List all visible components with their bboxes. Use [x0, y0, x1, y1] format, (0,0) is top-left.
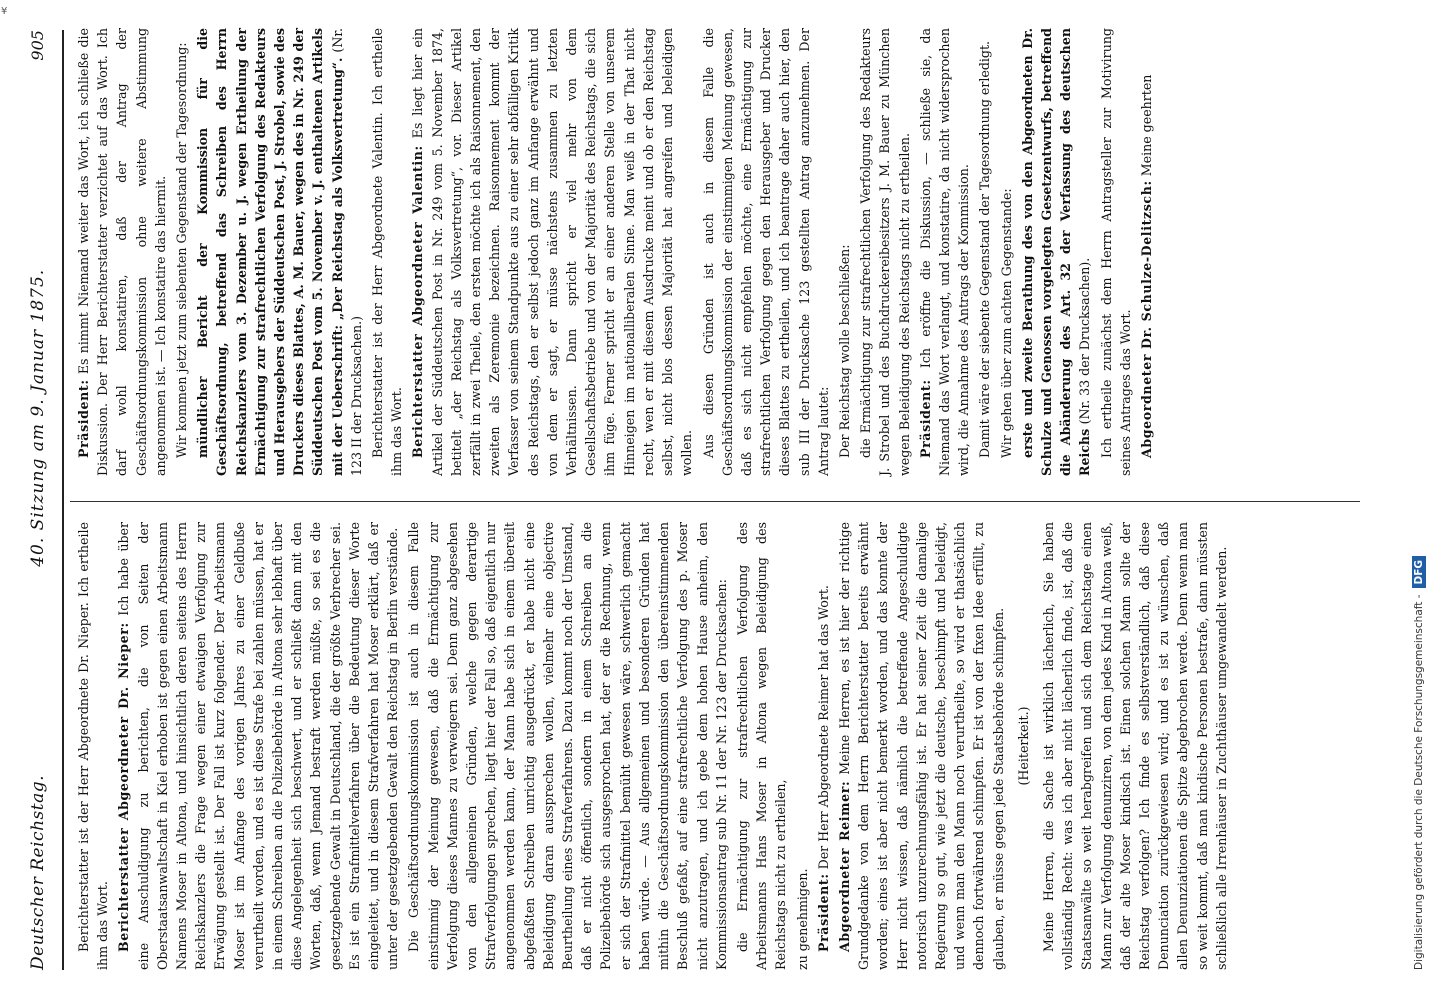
scan-mark: ¥ [1, 6, 8, 17]
credit-text: Digitalisierung gefördert durch die Deutsche Forschungsgemeinschaft - [1413, 594, 1425, 970]
paragraph [1137, 28, 1156, 476]
speaker-name: Berichterstatter Abgeordneter Valentin: [410, 145, 426, 458]
paragraph: Ich ertheile zunächst dem Herrn Antragsteller zur Motivirung seines Antrages das Wort. [1098, 28, 1133, 476]
quoted-motion: die Ermächtigung zur strafrechtlichen Verfolgung des Arbeitsmanns Hans Moser in Altona wegen Beleidigung des Reichstags nicht zu ertheilen, [734, 522, 789, 970]
paragraph: Die Geschäftsordnungskommission ist auch in diesem Falle einstimmig der Meinung gewesen, daß die Ermächtigung zur Verfolgung dieses Mannes zu verweigern sei. Denn ganz abgesehen von den allgemeinen Gründen, welche gegen derartige Strafverfolgungen sprechen, liegt hier der Fall so, daß eigentlich nur angenommen werden kann, der Mann habe sich in einem übereilt abgefaßten Schreiben unrichtig ausgedrückt, er habe nicht eine Beleidigung daran aussprechen wollen, vielmehr eine objective Beurtheilung eines Strafverfahrens. Dazu kommt noch der Umstand, daß er nicht öffentlich, sondern in einem Schreiben an die Polizeibehörde sich ausgesprochen hat, der er die Rechnung, wenn er sich der Strafmittel bemüht gewesen wäre, schwerlich gemacht haben würde. — Aus allgemeinen und besonderen Gründen hat mithin die Geschäftsordnungskommission den übereinstimmenden Beschluß gefaßt, auf eine strafrechtliche Verfolgung des p. Moser nicht anzutragen, und ich gebe dem hohen Hause anheim, den Kommissionsantrag sub Nr. 11 der Nr. 123 der Drucksachen: [406, 522, 729, 970]
column-divider [70, 501, 1360, 502]
agenda-item [193, 28, 366, 476]
header-left: Deutscher Reichstag. [28, 775, 48, 970]
paragraph: Wir kommen jetzt zum siebenten Gegenstand der Tagesordnung: [174, 42, 190, 458]
digitization-credit [1406, 40, 1432, 970]
speaker-name: Präsident: [815, 873, 831, 952]
header-center: 40. Sitzung am 9. Januar 1875. [28, 268, 48, 567]
paragraph [916, 28, 974, 476]
paragraph-text: Der Herr Abgeordnete Reimer hat das Wort. [815, 585, 831, 870]
paragraph [74, 28, 170, 476]
interjection: (Heiterkeit.) [1015, 706, 1031, 786]
agenda-item-text: mündlicher Bericht der Kommission für die Geschäftsordnung, betreffend das Schreiben des Herrn Reichskanzlers vom 3. Dezember u. J. wegen Ertheilung der Ermächtigung zur strafrechtlichen Verfolgung des Redakteurs und Herausgebers der Süddeutschen Post, J. Strobel, sowie des Druckers dieses Blattes, A. M. Bauer, wegen des in Nr. 249 der Süddeutschen Post vom 5. November v. J. enthaltenen Artikels mit der Ueberschrift: „Der Reichstag als Volksvertretung“. [195, 28, 345, 476]
paragraph [835, 522, 1008, 970]
speaker-name: Präsident: [76, 379, 91, 458]
page-header [28, 30, 64, 970]
speaker-name: Abgeordneter Dr. Schulze-Delitzsch: [1138, 180, 1154, 458]
speaker-name: Abgeordneter Reimer: [836, 780, 852, 952]
quoted-motion: Der Reichstag wolle beschließen: [836, 244, 852, 458]
quoted-motion: die Ermächtigung zur strafrechtlichen Verfolgung des Redakteurs J. Strobel und des Buchdruckereibesitzers J. M. Bauer zu München wegen Beleidigung des Reichstags nicht zu ertheilen. [858, 28, 912, 476]
paragraph: Aus diesen Gründen ist auch in diesem Falle die Geschäftsordnungskommission der einstimmigen Meinung gewesen, daß es sich nicht empfehlen möchte, eine Ermächtigung zur strafrechtlichen Verfolgung gegen den Herausgeber und Drucker dieses Blattes zu ertheilen, und ich beantrage daher auch hier, den sub III der Drucksache 123 gestellten Antrag anzunehmen. Der Antrag lautet: [700, 28, 831, 476]
paragraph: Berichterstatter ist der Herr Abgeordnete Valentin. Ich ertheile ihm das Wort. [370, 28, 405, 476]
agenda-item [1018, 28, 1095, 476]
agenda-item-ref: (Nr. 33 der Drucksachen). [1077, 257, 1093, 425]
right-column [74, 28, 1158, 476]
paragraph-text: Ich habe über eine Anschuldigung zu berichten, die von Seiten der Oberstaatsanwaltschaft in Kiel erhoben ist gegen einen Arbeitsmann Namens Moser in Altona, und hinsichtlich deren seitens des Herrn Reichskanzlers die Frage wegen einer etwaigen Verfolgung zur Erwägung gestellt ist. Der Fall ist kurz folgender. Der Arbeitsmann Moser ist im Anfange des vorigen Jahres zu einer Geldbuße verurtheilt worden, und es ist diese Strafe bei zahlen müssen, hat er in einem Schreiben an die Polizeibehörde in Altona sehr lebhaft über diese Angelegenheit sich beschwert, und er schließt dann mit den Worten, daß, wenn Jemand bestraft werden müßte, so sei es die gesetzgebende Gewalt in Deutschland, die der größte Verbrecher sei. Es ist ein Strafmittelverfahren über die Bedeutung dieser Worte eingeleitet, und in diesem Strafverfahren hat Moser erklärt, daß er unter der gesetzgebenden Gewalt den Reichstag in Berlin verstände. [116, 522, 401, 970]
paragraph: Berichterstatter ist der Herr Abgeordnete Dr. Nieper. Ich ertheile ihm das Wort. [76, 522, 111, 970]
digitization-sidebar [1404, 40, 1430, 970]
paragraph-text: Ich eröffne die Diskussion, — schließe sie, da Niemand das Wort verlangt, und konstatire, da nicht widersprochen wird, die Annahme des Antrags der Kommission. [917, 28, 972, 476]
agenda-item-ref: (Nr. 123 II der Drucksachen.) [329, 28, 364, 476]
paragraph: Meine Herren, die Sache ist wirklich lächerlich, Sie haben vollständig Recht: was ich aber nicht lächerlich finde, ist, daß die Staatsanwälte so weit herabgreifen und sich dem Reichstage einen Mann zur Verfolgung denunziren, von dem jedes Kind in Altona weiß, daß der alte Moser kindisch ist. Einen solchen Mann sollte der Reichstag verfolgen? Ich finde es selbstverständlich, daß diese Denunciation zurückgewiesen wird; und es ist zu wünschen, daß allen Denunziationen die Spitze abgebrochen werde. Denn wenn man so weit kommt, daß man kindische Personen bestrafe, dann müssten schließlich alle Irrenhäuser in Zuchthäuser umgewandelt werden. [1040, 522, 1229, 970]
agenda-item-text: erste und zweite Berathung des von den Abgeordneten Dr. Schulze und Genossen vorgelegten Gesetzentwurfs, betreffend die Abänderung des Art. 32 der Verfassung des deutschen Reichs [1019, 28, 1093, 476]
paragraph: Wir gehen über zum achten Gegenstande: [998, 188, 1014, 458]
paragraph-text: Es nimmt Niemand weiter das Wort, ich schließe die Diskussion. Der Herr Berichterstatter verzichtet auf das Wort. Ich darf wohl konstatiren, daß der Antrag der Geschäftsordnungskommission ohne weitere Abstimmung angenommen ist. — Ich konstatire das hiermit. [76, 28, 168, 476]
paragraph-text: Meine geehrten [1138, 74, 1154, 177]
paragraph-text: Meine Herren, es ist hier der richtige Grundgedanke von dem Herrn Berichterstatter bereits erwähnt worden; eines ist aber nicht bemerkt worden, und das konnte der Herr nicht wissen, daß nämlich die betreffende Angeschuldigte notorisch unzurechnungsfähig ist. Er hat seiner Zeit die damalige Regierung so gut, wie jetzt die deutsche, beschimpft und beleidigt, und wenn man den Mann noch verurtheilte, so wird er thatsächlich dennoch fortwährend schimpfen. Er ist von der fixen Idee erfüllt, zu glauben, er müsse gegen jede Staatsbehörde schimpfen. [836, 521, 1006, 970]
rotated-page [20, 20, 1400, 980]
speaker-name: Berichterstatter Abgeordneter Dr. Nieper: [116, 622, 132, 952]
left-column [74, 522, 1233, 970]
speaker-name: Präsident: [917, 379, 933, 458]
dfg-logo: DFG [1412, 556, 1426, 589]
paragraph: Damit wäre der siebente Gegenstand der Tagesordnung erledigt. [977, 40, 993, 458]
paragraph [408, 28, 696, 476]
paragraph [114, 522, 402, 970]
paragraph-text: Es liegt hier ein Artikel der Süddeutschen Post in Nr. 249 vom 5. November 1874, betitelt „der Reichstag als Volksvertretung“, vor. Dieser Artikel zerfällt in zwei Theile, den ersten möchte ich als Raisonnement, den zweiten als Zeremonie bezeichnen. Raisonnement kommt der Verfasser von seinem Standpunkte aus zu einer sehr abfälligen Kritik des Reichstags, den er selbst jedoch ganz im Anfange erwähnt und von dem er sagt, er müsse nächstens zusammen zu letzten Verhältnissen. Dann spricht er viel mehr von dem Gesellschaftsbetriebe und von der Majorität des Reichstags, die sich ihm füge. Ferner spricht er an einer anderen Stelle von unserem Hinneigen im nationalliberalen Sinne. Man weiß in der That nicht recht, wen er mit diesem Ausdrucke meint und ob er den Reichstag selbst, nicht blos dessen Majorität hat angreifen und beleidigen wollen. [410, 28, 695, 476]
paragraph: zu genehmigen. [794, 868, 810, 970]
paragraph [814, 522, 833, 970]
page-number: 905 [28, 30, 47, 61]
